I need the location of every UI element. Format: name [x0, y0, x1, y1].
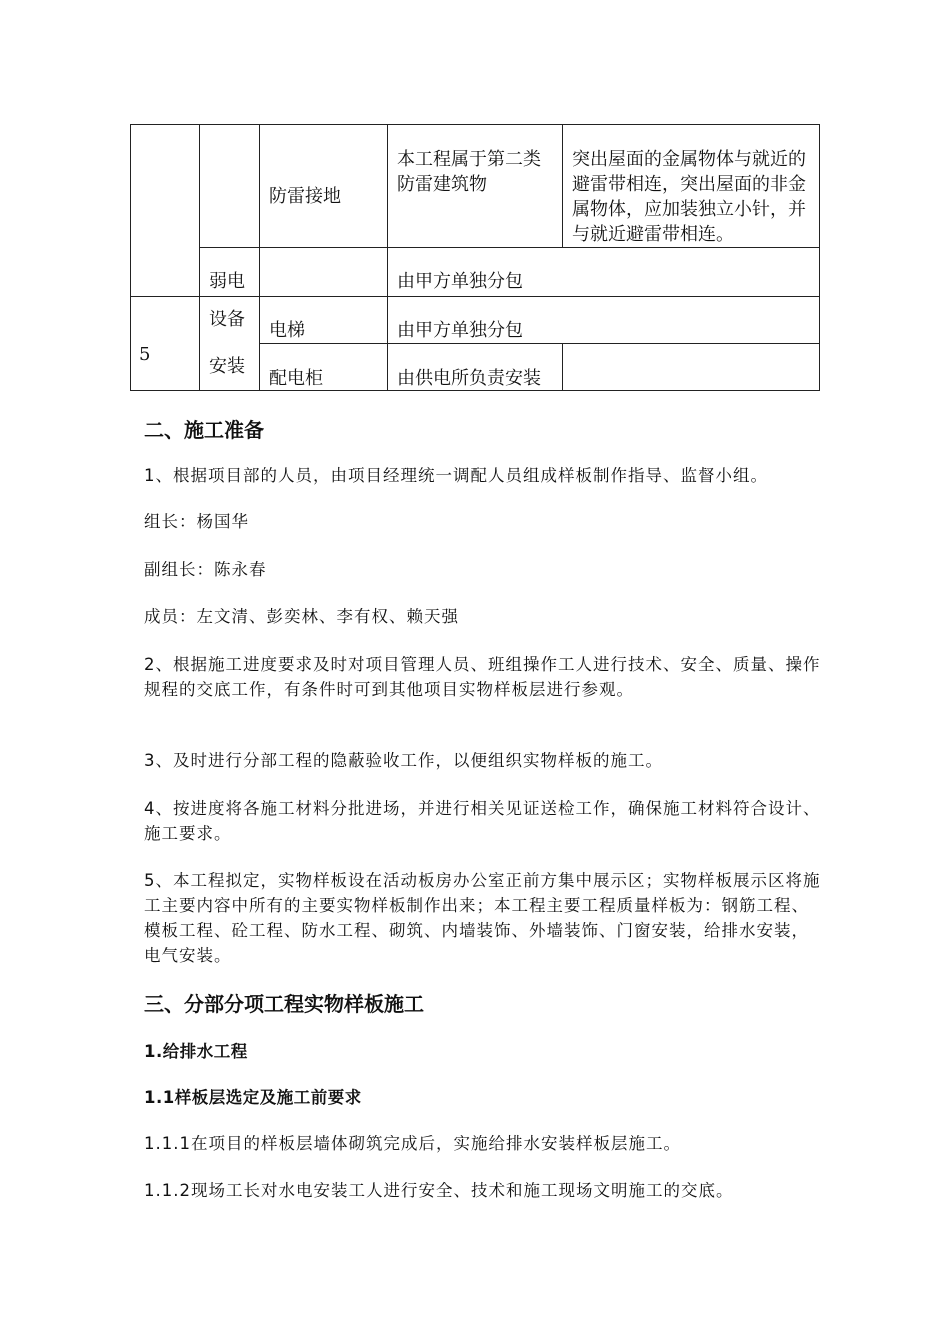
- cell-cabinet-item: 配电柜: [269, 368, 323, 389]
- section2-leader: 组长：杨国华: [144, 512, 249, 531]
- table-vline-4b: [562, 343, 563, 391]
- section2-p4: 4、按进度将各施工材料分批进场，并进行相关见证送检工作，确保施工材料符合设计、施工要求。: [144, 799, 821, 843]
- section2-members: 成员：左文清、彭奕林、李有权、赖天强: [144, 607, 459, 626]
- cell-elevator-item: 电梯: [269, 320, 305, 341]
- section2-p2: 2、根据施工进度要求及时对项目管理人员、班组操作工人进行技术、安全、质量、操作规程的交底工作，有条件时可到其他项目实物样板层进行参观。: [144, 655, 821, 699]
- section2-title: 二、施工准备: [144, 418, 264, 442]
- table-vline-4: [562, 124, 563, 248]
- section3-item1: 1.1.1在项目的样板层墙体砌筑完成后，实施给排水安装样板层施工。: [144, 1134, 681, 1153]
- section2-deputy: 副组长：陈永春: [144, 560, 267, 579]
- section2-p1: 1、根据项目部的人员，由项目经理统一调配人员组成样板制作指导、监督小组。: [144, 466, 768, 485]
- cell-equipment-no: 5: [139, 344, 151, 365]
- section3-sub1-1: 1.1样板层选定及施工前要求: [144, 1088, 362, 1107]
- cell-lightning-spec: 本工程属于第二类防雷建筑物: [397, 149, 541, 195]
- section3-sub1: 1.给排水工程: [144, 1042, 248, 1061]
- section3-title: 三、分部分项工程实物样板施工: [144, 992, 424, 1016]
- table-vline-3: [387, 124, 388, 391]
- table-vline-1: [199, 124, 200, 391]
- cell-weak-spec: 由甲方单独分包: [397, 271, 523, 292]
- table-border-right: [819, 124, 820, 391]
- table-border-left: [130, 124, 131, 391]
- table-hline-3: [259, 343, 820, 344]
- table-vline-2: [259, 124, 260, 391]
- table-hline-2: [130, 296, 820, 297]
- table-border-top: [130, 124, 820, 125]
- section2-p5: 5、本工程拟定，实物样板设在活动板房办公室正前方集中展示区；实物样板展示区将施工主要内容中所有的主要实物样板制作出来；本工程主要工程质量样板为：钢筋工程、模板工程、砼工程、防水工程、砌筑、内墙装饰、外墙装饰、门窗安装，给排水安装，电气安装。: [144, 871, 821, 965]
- cell-elevator-spec: 由甲方单独分包: [397, 320, 523, 341]
- cell-lightning-item: 防雷接地: [269, 186, 341, 207]
- cell-cabinet-spec: 由供电所负责安装: [397, 368, 541, 389]
- table-hline-1: [199, 247, 820, 248]
- cell-equipment-category-1: 设备: [209, 309, 245, 330]
- cell-equipment-category-2: 安装: [209, 356, 245, 377]
- section2-p3: 3、及时进行分部工程的隐蔽验收工作，以便组织实物样板的施工。: [144, 751, 663, 770]
- cell-lightning-note: 突出屋面的金属物体与就近的避雷带相连，突出屋面的非金属物体，应加装独立小针，并与就近避雷带相连。: [572, 149, 806, 245]
- construction-table: [130, 124, 820, 391]
- cell-weak-category: 弱电: [209, 271, 245, 292]
- section3-item2: 1.1.2现场工长对水电安装工人进行安全、技术和施工现场文明施工的交底。: [144, 1181, 734, 1200]
